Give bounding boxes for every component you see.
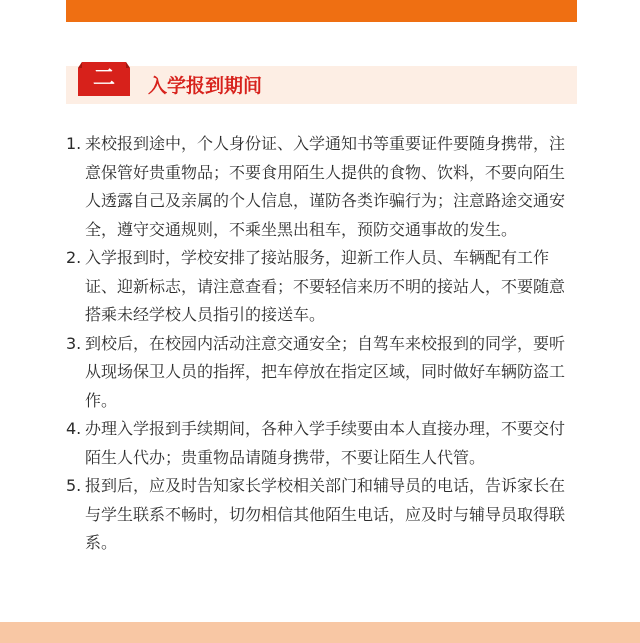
section-number-badge <box>78 62 130 96</box>
rule-item <box>66 472 579 558</box>
rule-item <box>66 415 579 472</box>
rule-number: 2. <box>66 248 82 267</box>
bottom-accent-bar <box>0 622 640 643</box>
section-title: 入学报到期间 <box>148 75 263 97</box>
rule-number: 1. <box>66 134 82 153</box>
top-accent-bar <box>66 0 577 22</box>
rule-text: 到校后，在校园内活动注意交通安全；自驾车来校报到的同学，要听从现场保卫人员的指挥，把车停放在指定区域，同时做好车辆防盗工作。 <box>85 333 566 410</box>
rule-number: 5. <box>66 476 82 495</box>
rule-number: 3. <box>66 333 82 353</box>
rule-text: 办理入学报到手续期间，各种入学手续要由本人直接办理，不要交付陌生人代办；贵重物品请随身携带，不要让陌生人代管。 <box>85 419 566 467</box>
rule-text: 来校报到途中，个人身份证、入学通知书等重要证件要随身携带，注意保管好贵重物品；不要食用陌生人提供的食物、饮料，不要向陌生人透露自己及亲属的个人信息，谨防各类诈骗行为；注意路途交通安全，遵守交通规则，不乘坐黑出租车，预防交通事故的发生。 <box>85 134 566 239</box>
section-number: 二 <box>92 66 115 91</box>
rule-text: 入学报到时，学校安排了接站服务，迎新工作人员、车辆配有工作证、迎新标志，请注意查看；不要轻信来历不明的接站人，不要随意搭乘未经学校人员指引的接送车。 <box>85 248 566 324</box>
rule-text: 报到后，应及时告知家长学校相关部门和辅导员的电话，告诉家长在与学生联系不畅时，切勿相信其他陌生电话，应及时与辅导员取得联系。 <box>85 476 566 552</box>
section-header <box>66 66 577 104</box>
rule-item <box>66 130 579 244</box>
rule-item <box>66 330 579 416</box>
rule-item <box>66 244 579 330</box>
rules-list <box>66 130 579 558</box>
rule-number: 4. <box>66 419 82 438</box>
